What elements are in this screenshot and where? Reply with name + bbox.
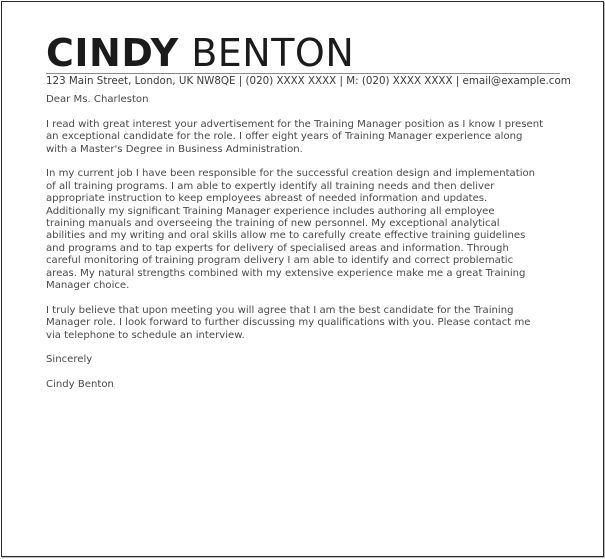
paragraph-2-line: careful monitoring of training program delivery I am able to identify and correct problematic xyxy=(46,255,514,267)
paragraph-1 xyxy=(46,119,566,156)
paragraph-1-line: an exceptional candidate for the role. I offer eight years of Training Manager experience along xyxy=(46,131,523,143)
paragraph-2-line: In my current job I have been responsible for the successful creation design and implementation xyxy=(46,168,536,180)
paragraph-3-line: I truly believe that upon meeting you will agree that I am the best candidate for the Training xyxy=(46,304,514,316)
applicant-first-name: CINDY xyxy=(46,31,179,75)
letter-body xyxy=(46,94,566,404)
paragraph-3-line: via telephone to schedule an interview. xyxy=(46,329,245,341)
paragraph-2-line: abilities and my writing and oral skills allow me to carefully create effective training guidelines xyxy=(46,230,526,242)
contact-details: 123 Main Street, London, UK NW8QE | (020) XXXX XXXX | M: (020) XXXX XXXX | email@example.com xyxy=(46,75,571,87)
paragraph-2 xyxy=(46,168,566,292)
paragraph-2-line: Manager choice. xyxy=(46,280,130,292)
applicant-last-name: BENTON xyxy=(191,31,355,75)
paragraph-2-line: areas. My natural strengths combined with my extensive experience make me a great Training xyxy=(46,267,526,279)
paragraph-1-line: with a Master's Degree in Business Administration. xyxy=(46,143,303,155)
applicant-name xyxy=(46,32,566,74)
letter-page xyxy=(1,1,604,557)
paragraph-3 xyxy=(46,305,566,342)
signature xyxy=(46,379,566,391)
paragraph-2-line: and programs and to tap experts for delivery of specialised areas and information. Through xyxy=(46,242,509,254)
salutation-text: Dear Ms. Charleston xyxy=(46,94,149,105)
letter-header xyxy=(46,31,571,88)
paragraph-1-line: I read with great interest your advertisement for the Training Manager position as I know I present xyxy=(46,118,544,130)
paragraph-2-line: training manuals and overseeing the training of new personnel. My exceptional analytical xyxy=(46,218,500,230)
paragraph-2-line: Additionally my significant Training Manager experience includes authoring all employee xyxy=(46,205,495,217)
closing-text: Sincerely xyxy=(46,354,93,366)
closing xyxy=(46,354,566,366)
paragraph-2-line: appropriate instruction to keep employees abreast of needed information and updates. xyxy=(46,193,488,205)
signature-name: Cindy Benton xyxy=(46,379,114,391)
salutation xyxy=(46,94,566,106)
paragraph-2-line: of all training programs. I am able to expertly identify all training needs and then deliver xyxy=(46,180,495,192)
paragraph-3-line: Manager role. I look forward to further discussing my qualifications with you. Please contact me xyxy=(46,317,531,329)
header-divider xyxy=(46,73,560,74)
